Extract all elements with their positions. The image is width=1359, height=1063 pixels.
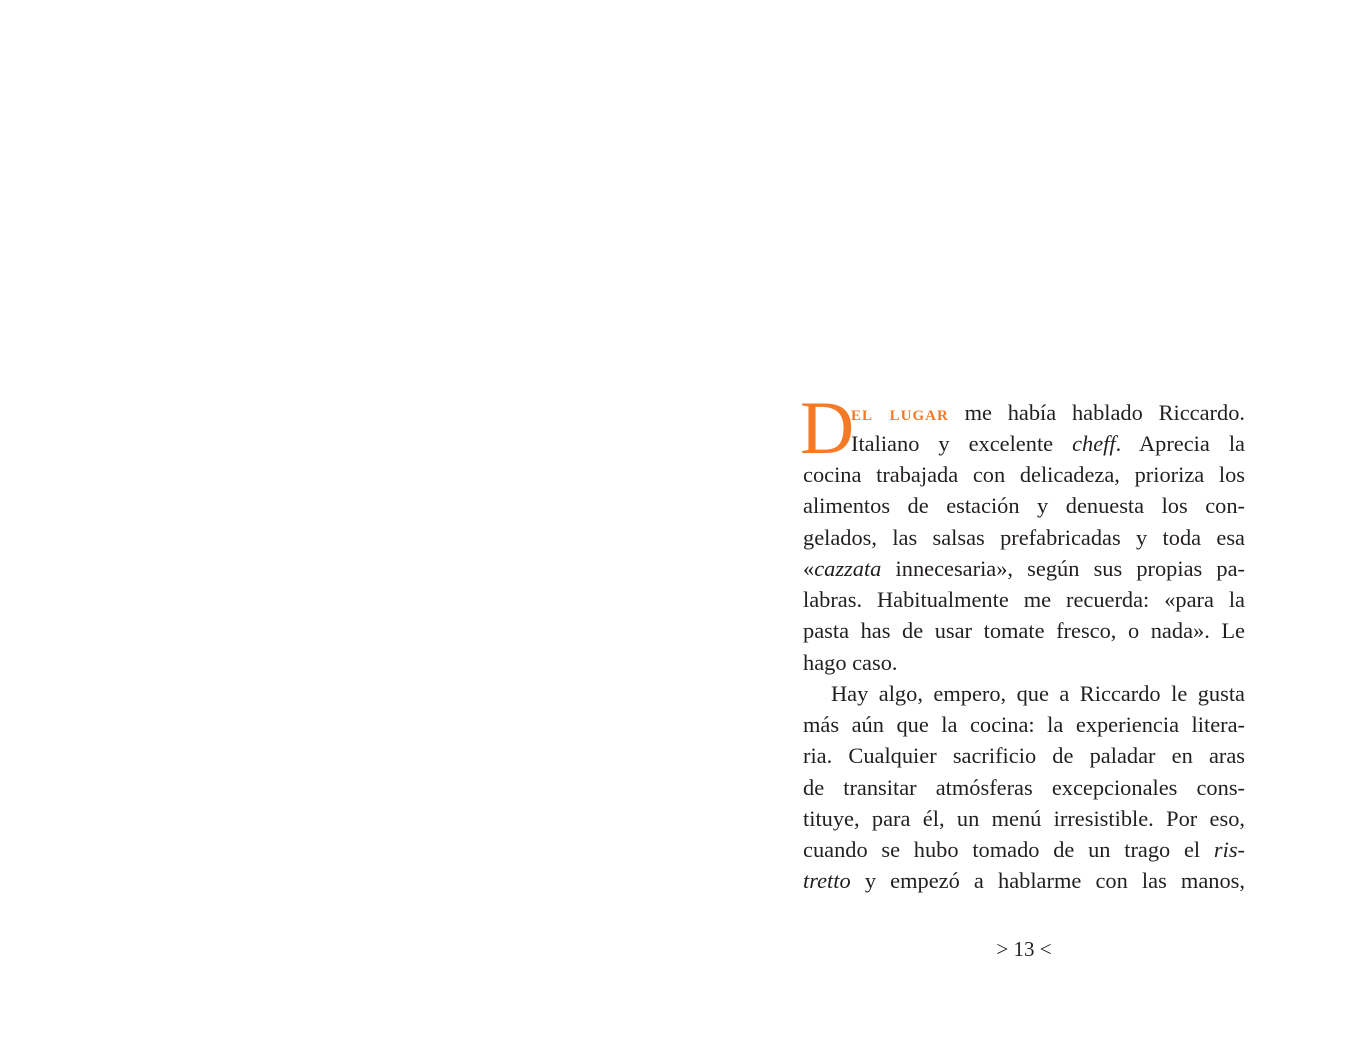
line-1-text: me había hablado Riccardo. [948,400,1245,425]
line-2-italic: cheff [1072,431,1116,456]
line-6-italic: cazzata [814,556,882,581]
text-line-13: de transitar atmósferas excepcionales cons- [803,775,1245,800]
text-line-5: gelados, las salsas prefabricadas y toda esa [803,525,1245,550]
text-line-15 [803,834,1245,865]
page-number: > 13 < [996,937,1052,961]
drop-cap: D [800,387,855,470]
opening-small-caps: el lugar [851,400,949,425]
text-line-8: pasta has de usar tomate fresco, o nada». Le [803,618,1245,643]
line-2-text-a: Italiano y excelente [851,431,1073,456]
line-16-text: y empezó a hablarme con las manos, [850,868,1245,893]
line-15-italic: ris- [1213,837,1245,862]
text-line-3: cocina trabajada con delicadeza, prioriza los [803,462,1245,487]
line-15-text: cuando se hubo tomado de un trago el [803,837,1214,862]
line-6-text: innecesaria», según sus propias pa- [881,556,1245,581]
text-line-11: más aún que la cocina: la experiencia litera- [803,712,1245,737]
line-6-quote: « [803,556,815,581]
text-line-12: ria. Cualquier sacrificio de paladar en aras [803,743,1245,768]
text-line-14: tituye, para él, un menú irresistible. Por eso, [803,806,1245,831]
text-line-16 [803,865,1245,896]
line-2-text-b: . Aprecia la [1115,431,1245,456]
text-line-1 [851,397,1245,428]
text-line-4: alimentos de estación y denuesta los con- [803,493,1245,518]
left-page-blank [0,0,679,1063]
text-line-9: hago caso. [803,650,898,675]
text-line-7: labras. Habitualmente me recuerda: «para la [803,587,1245,612]
text-line-6 [803,553,1245,584]
text-line-2 [851,428,1245,459]
line-16-italic: tretto [803,868,851,893]
text-line-10: Hay algo, empero, que a Riccardo le gusta [831,681,1245,706]
